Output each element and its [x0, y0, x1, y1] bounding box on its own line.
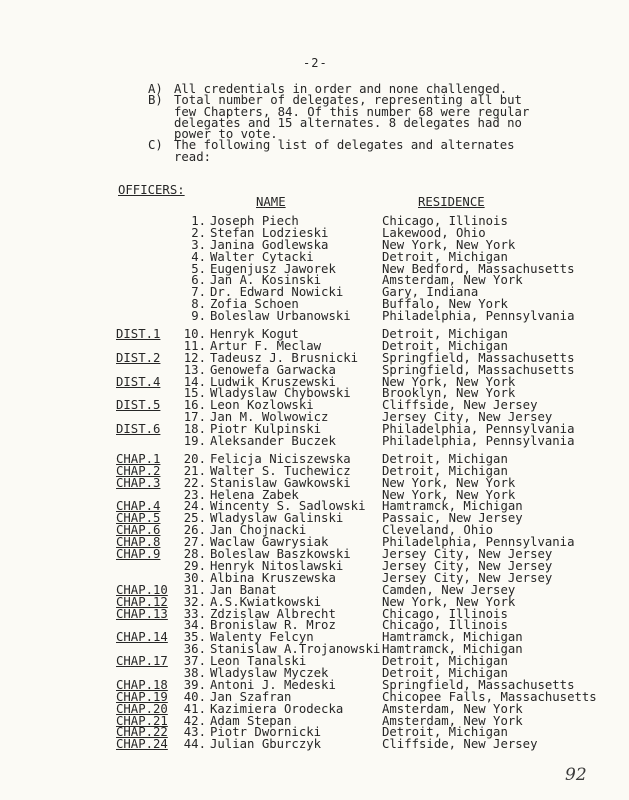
delegate-residence: Jersey City, New Jersey: [382, 570, 553, 585]
delegate-name: Stanislaw A.Trojanowski: [210, 642, 381, 657]
delegate-name: Jan Banat: [210, 582, 277, 597]
delegate-residence: Hamtramck, Michigan: [382, 499, 523, 514]
delegate-residence: Detroit, Michigan: [382, 665, 508, 680]
group-label: CHAP.24: [116, 737, 168, 752]
delegate-name: Wladyslaw Chybowski: [210, 386, 351, 401]
entry-number: 41.: [183, 701, 206, 716]
delegate-name: Boleslaw Baszkowski: [210, 547, 351, 562]
delegate-residence: Buffalo, New York: [382, 297, 508, 312]
delegate-row: [0, 620, 629, 632]
group-label: CHAP.8: [116, 535, 161, 550]
officers-heading: OFFICERS:: [118, 183, 185, 197]
delegate-residence: New York, New York: [382, 237, 516, 252]
delegate-residence: Amsterdam, New York: [382, 273, 523, 288]
name-column-header: NAME: [256, 195, 286, 209]
note-label: C): [148, 138, 163, 153]
delegate-name: Jan Chojnacki: [210, 523, 307, 538]
delegate-name: Albina Kruszewska: [210, 570, 336, 585]
group-label: CHAP.9: [116, 547, 161, 562]
delegate-name: A.S.Kwiatkowski: [210, 594, 322, 609]
entry-number: 23.: [183, 487, 206, 502]
handwritten-page-number: 92: [565, 765, 587, 785]
delegate-name: Walenty Felcyn: [210, 630, 314, 645]
group-label: DIST.5: [116, 398, 161, 413]
entry-number: 16.: [183, 398, 206, 413]
delegate-residence: Chicago, Illinois: [382, 214, 508, 228]
delegate-residence: Detroit, Michigan: [382, 654, 508, 669]
delegate-residence: New York, New York: [382, 594, 516, 609]
delegate-name: Piotr Dwornicki: [210, 725, 322, 740]
group-label: CHAP.1: [116, 451, 161, 466]
delegate-name: Walter S. Tuchewicz: [210, 463, 351, 478]
delegate-name: Aleksander Buczek: [210, 434, 336, 449]
note-c: [148, 140, 568, 163]
delegate-row: [0, 237, 629, 252]
delegate-row: [0, 475, 629, 490]
delegate-name: Stanislaw Gawkowski: [210, 475, 351, 490]
entry-number: 12.: [183, 350, 206, 365]
entry-number: 3.: [191, 237, 206, 252]
group-label: DIST.1: [116, 327, 161, 342]
delegate-residence: Cliffside, New Jersey: [382, 398, 538, 413]
delegate-name: Zofia Schoen: [210, 297, 299, 312]
delegate-row: [0, 739, 629, 751]
note-label: B): [148, 93, 163, 108]
group-label: CHAP.18: [116, 677, 168, 692]
entry-number: 19.: [183, 434, 206, 449]
delegate-residence: New York, New York: [382, 374, 516, 389]
delegate-name: Stefan Lodzieski: [210, 225, 329, 240]
delegate-row: [0, 570, 629, 585]
group-label: CHAP.4: [116, 499, 161, 514]
delegate-name: Genowefa Garwacka: [210, 362, 336, 377]
entry-number: 9.: [191, 309, 206, 324]
delegate-row: [0, 513, 629, 525]
delegate-residence: New Bedford, Massachusetts: [382, 261, 575, 276]
delegate-residence: Philadelphia, Pennsylvania: [382, 309, 575, 324]
delegate-name: Kazimiera Orodecka: [210, 701, 344, 716]
entry-number: 15.: [183, 386, 206, 401]
note-text: The following list of delegates and alternates read:: [174, 138, 515, 164]
entry-number: 25.: [183, 511, 206, 526]
delegate-residence: Amsterdam, New York: [382, 713, 523, 728]
group-label: DIST.4: [116, 374, 161, 389]
entry-number: 34.: [183, 618, 206, 633]
delegate-residence: Detroit, Michigan: [382, 249, 508, 264]
delegate-name: Tadeusz J. Brusnicki: [210, 350, 359, 365]
note-text: Total number of delegates, representing all but few Chapters, 84. Of this number 68 were regular delegates and 15 alternates. 8 delegates had no power to vote.: [174, 93, 530, 142]
group-label: CHAP.17: [116, 654, 168, 669]
delegate-name: Waclaw Gawrysiak: [210, 535, 329, 550]
entry-number: 21.: [183, 463, 206, 478]
delegate-residence: Springfield, Massachusetts: [382, 362, 575, 377]
entry-number: 5.: [191, 261, 206, 276]
delegate-residence: Detroit, Michigan: [382, 327, 508, 342]
entry-number: 30.: [183, 570, 206, 585]
delegate-name: Jan A. Kosinski: [210, 273, 322, 288]
delegate-residence: Jersey City, New Jersey: [382, 558, 553, 573]
page-number: -2-: [303, 56, 328, 70]
delegate-residence: Chicago, Illinois: [382, 618, 508, 633]
entry-number: 17.: [183, 410, 206, 425]
entry-number: 20.: [183, 451, 206, 466]
group-label: CHAP.5: [116, 511, 161, 526]
delegate-name: Zdzislaw Albrecht: [210, 606, 336, 621]
delegate-residence: Jersey City, New Jersey: [382, 410, 553, 425]
entry-number: 43.: [183, 725, 206, 740]
delegate-residence: Detroit, Michigan: [382, 725, 508, 740]
entry-number: 24.: [183, 499, 206, 514]
entry-number: 1.: [191, 214, 206, 228]
entry-number: 28.: [183, 547, 206, 562]
delegate-name: Helena Zabek: [210, 487, 299, 502]
delegate-name: Leon Tanalski: [210, 654, 307, 669]
entry-number: 35.: [183, 630, 206, 645]
delegate-name: Ludwik Kruszewski: [210, 374, 336, 389]
group-label: DIST.6: [116, 422, 161, 437]
entry-number: 13.: [183, 362, 206, 377]
delegate-name: Wincenty S. Sadlowski: [210, 499, 366, 514]
delegate-name: Julian Gburczyk: [210, 737, 322, 752]
delegate-row: [0, 287, 629, 299]
delegate-residence: Gary, Indiana: [382, 285, 479, 300]
entry-number: 26.: [183, 523, 206, 538]
group-label: CHAP.6: [116, 523, 161, 538]
group-label: CHAP.22: [116, 725, 168, 740]
delegate-residence: Chicago, Illinois: [382, 606, 508, 621]
entry-number: 8.: [191, 297, 206, 312]
delegate-residence: Detroit, Michigan: [382, 338, 508, 353]
delegates-list: [0, 216, 629, 751]
delegate-name: Walter Cytacki: [210, 249, 314, 264]
note-text: All credentials in order and none challenged.: [174, 82, 508, 96]
delegate-name: Janina Godlewska: [210, 237, 329, 252]
delegate-name: Felicja Niciszewska: [210, 451, 351, 466]
entry-number: 29.: [183, 558, 206, 573]
group-label: CHAP.12: [116, 594, 168, 609]
entry-number: 31.: [183, 582, 206, 597]
group-label: CHAP.14: [116, 630, 168, 645]
delegate-residence: Chicopee Falls, Massachusetts: [382, 689, 597, 704]
entry-number: 36.: [183, 642, 206, 657]
delegate-residence: Jersey City, New Jersey: [382, 547, 553, 562]
entry-number: 2.: [191, 225, 206, 240]
delegate-residence: Detroit, Michigan: [382, 451, 508, 466]
residence-column-header: RESIDENCE: [418, 195, 485, 209]
note-label: A): [148, 82, 163, 96]
entry-number: 11.: [183, 338, 206, 353]
entry-number: 42.: [183, 713, 206, 728]
group-label: CHAP.3: [116, 475, 161, 490]
entry-number: 6.: [191, 273, 206, 288]
entry-number: 4.: [191, 249, 206, 264]
entry-number: 18.: [183, 422, 206, 437]
delegate-residence: Hamtramck, Michigan: [382, 630, 523, 645]
delegate-residence: New York, New York: [382, 487, 516, 502]
delegate-residence: Lakewood, Ohio: [382, 225, 486, 240]
delegate-row: [0, 701, 629, 716]
delegate-row: [0, 644, 629, 656]
delegate-residence: Philadelphia, Pennsylvania: [382, 422, 575, 437]
entry-number: 44.: [183, 737, 206, 752]
delegate-name: Boleslaw Urbanowski: [210, 309, 351, 324]
entry-number: 14.: [183, 374, 206, 389]
group-label: CHAP.20: [116, 701, 168, 716]
delegate-row: [0, 311, 629, 323]
delegate-name: Piotr Kulpinski: [210, 422, 322, 437]
delegate-residence: Springfield, Massachusetts: [382, 677, 575, 692]
entry-number: 22.: [183, 475, 206, 490]
delegate-residence: Hamtramck, Michigan: [382, 642, 523, 657]
entry-number: 38.: [183, 665, 206, 680]
group-label: DIST.2: [116, 350, 161, 365]
note-b: [148, 95, 568, 140]
delegate-name: Wladyslaw Galinski: [210, 511, 344, 526]
delegate-name: Joseph Piech: [210, 214, 299, 228]
group-label: CHAP.2: [116, 463, 161, 478]
entry-number: 10.: [183, 327, 206, 342]
delegate-name: Artur F. Meclaw: [210, 338, 322, 353]
delegate-residence: New York, New York: [382, 475, 516, 490]
delegate-residence: Cliffside, New Jersey: [382, 737, 538, 752]
group-label: CHAP.19: [116, 689, 168, 704]
group-label: CHAP.10: [116, 582, 168, 597]
delegate-name: Bronislaw R. Mroz: [210, 618, 336, 633]
delegate-name: Antoni J. Medeski: [210, 677, 336, 692]
delegate-residence: Camden, New Jersey: [382, 582, 516, 597]
delegate-residence: Springfield, Massachusetts: [382, 350, 575, 365]
entry-number: 32.: [183, 594, 206, 609]
delegate-name: Dr. Edward Nowicki: [210, 285, 344, 300]
delegate-row: [0, 436, 629, 448]
delegate-residence: Brooklyn, New York: [382, 386, 516, 401]
entry-number: 33.: [183, 606, 206, 621]
delegate-residence: Passaic, New Jersey: [382, 511, 523, 526]
delegate-residence: Philadelphia, Pennsylvania: [382, 535, 575, 550]
delegate-residence: Amsterdam, New York: [382, 701, 523, 716]
entry-number: 39.: [183, 677, 206, 692]
delegate-name: Henryk Kogut: [210, 327, 299, 342]
notes-list: [148, 84, 568, 163]
entry-number: 27.: [183, 535, 206, 550]
delegate-name: Henryk Nitoslawski: [210, 558, 344, 573]
delegate-name: Wladyslaw Myczek: [210, 665, 329, 680]
delegate-residence: Cleveland, Ohio: [382, 523, 494, 538]
group-label: CHAP.21: [116, 713, 168, 728]
delegate-name: Jan M. Wolwowicz: [210, 410, 329, 425]
delegate-name: Adam Stepan: [210, 713, 292, 728]
entry-number: 7.: [191, 285, 206, 300]
entry-number: 37.: [183, 654, 206, 669]
delegate-name: Leon Kozlowski: [210, 398, 314, 413]
delegate-residence: Philadelphia, Pennsylvania: [382, 434, 575, 449]
delegate-name: Eugenjusz Jaworek: [210, 261, 336, 276]
group-label: CHAP.13: [116, 606, 168, 621]
delegate-residence: Detroit, Michigan: [382, 463, 508, 478]
entry-number: 40.: [183, 689, 206, 704]
delegate-name: Jan Szafran: [210, 689, 292, 704]
